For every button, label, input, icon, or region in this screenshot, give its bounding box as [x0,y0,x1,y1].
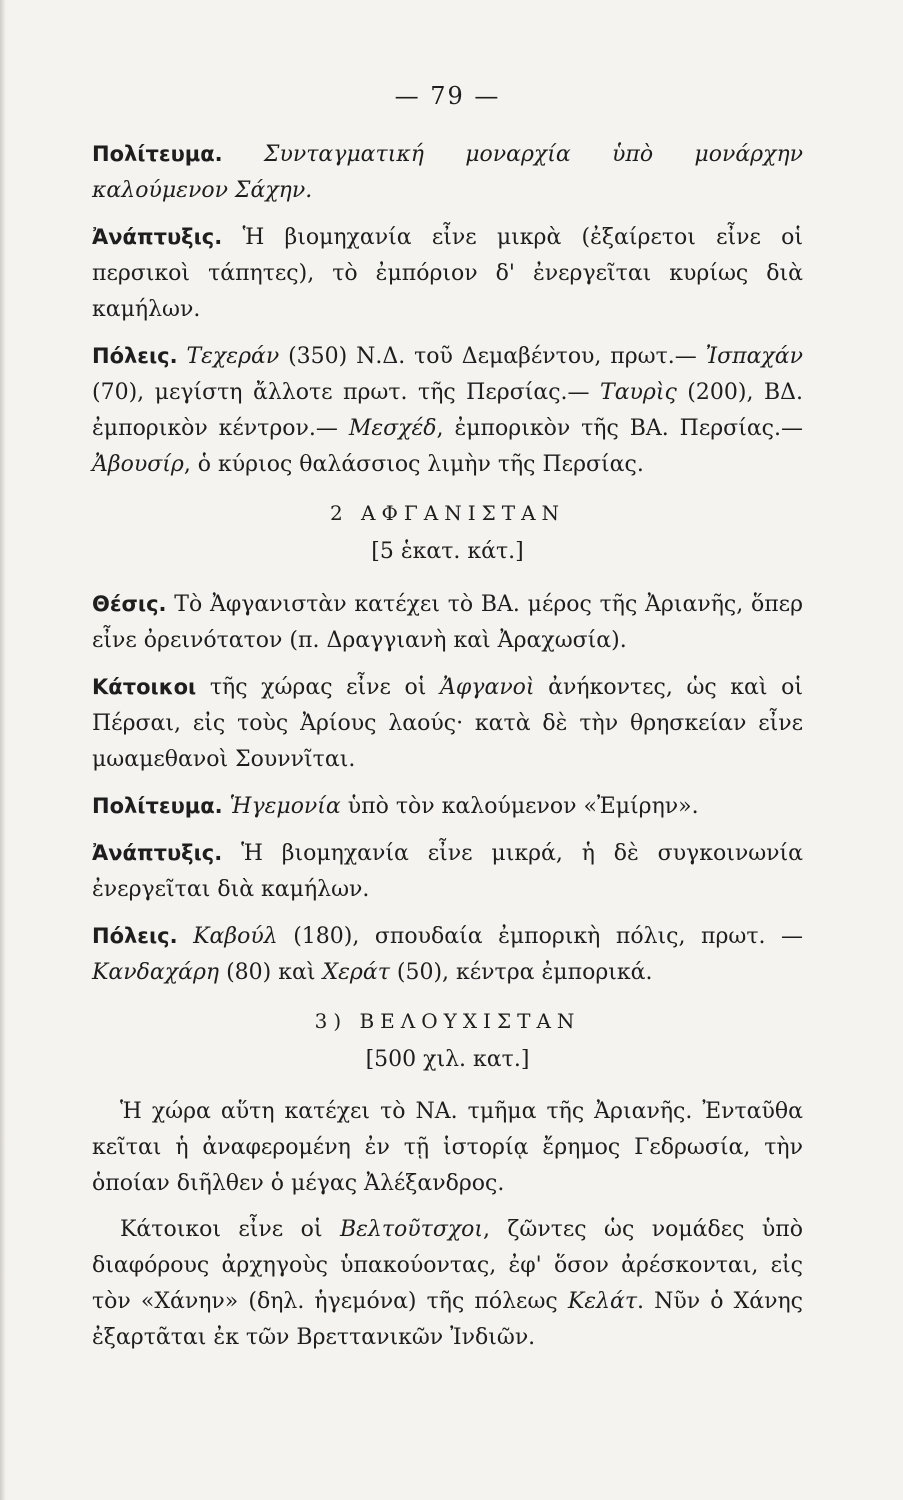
city-text: (180), σπουδαία ἐμπορικὴ πόλις, πρωτ. — [277,924,803,949]
section-area-baluchistan: [500 χιλ. κατ.] [365,1047,530,1072]
paragraph-politevma-afghanistan [92,788,803,825]
page-number: — 79 — [394,82,501,110]
city-name: Ἀβουσίρ [92,452,184,477]
city-name: Ταυρὶς [600,380,677,405]
section-title-afghanistan: 2 ΑΦΓΑΝΙΣΤΑΝ [329,501,566,525]
city-text: , ἐμπορικὸν τῆς ΒΑ. Περσίας.— [436,416,803,441]
heading-politevma: Πολίτευμα. [92,142,223,166]
section-title-baluchistan: 3) ΒΕΛΟΥΧΙΣΤΑΝ [314,1009,581,1033]
heading-politevma: Πολίτευμα. [92,794,223,818]
paragraph-katoikoi [92,669,803,778]
city-text: , ὁ κύριος θαλάσσιος λιμὴν τῆς Περσίας. [183,452,644,477]
katoikoi-text: τῆς χώρας εἶνε οἱ [196,675,441,700]
section-area-afghanistan: [5 ἑκατ. κάτ.] [371,539,524,564]
text: Κάτοικοι εἶνε οἱ [120,1217,340,1242]
paragraph-politevma-persia [92,136,803,209]
politevma-type: Ἡγεμονία [229,794,341,819]
heading-poleis: Πόλεις. [92,344,178,368]
text-politevma: Συνταγματική μοναρχία ὑπὸ μονάρχην καλούμενον Σάχην. [92,142,803,203]
city-name: Κανδαχάρη [92,960,220,985]
paragraph-poleis-afghanistan [92,918,803,991]
text-anaptyxis: Ἡ βιομηχανία εἶνε μικρά, ἡ δὲ συγκοινωνία ἐνεργεῖται διὰ καμήλων. [92,841,804,902]
city-text: (50), κέντρα ἐμπορικά. [389,960,653,985]
people-name: Βελτοῦτσχοι [339,1217,484,1242]
people-name: Ἀφγανοὶ [440,675,535,700]
paragraph-poleis-persia [92,338,803,483]
city-name: Ἰσπαχάν [705,344,803,369]
city-name: Χεράτ [322,960,390,985]
city-name: Καβούλ [193,924,278,949]
heading-anaptyxis: Ἀνάπτυξις. [92,841,223,865]
city-text: (200), ΒΔ. ἐμπορικὸν κέντρον.— [92,380,803,441]
text-anaptyxis: Ἡ βιομηχανία εἶνε μικρὰ (ἐξαίρετοι εἶνε οἱ περσικοὶ τάπητες), τὸ ἐμπόριον δ' ἐνεργεῖται κυρίως διὰ καμήλων. [92,225,804,322]
city-name: Τεχεράν [186,344,280,369]
city-name: Μεσχέδ [348,416,437,441]
text: , ζῶντες ὡς νομάδες ὑπὸ διαφόρους ἀρχηγοὺς ὑπακούοντας, ἐφ' ὅσον ἀρέσκονται, εἰς τὸν «Χάνην» (δηλ. ἡγεμόνα) τῆς πόλεως [92,1217,803,1314]
katoikoi-text: ἀνήκοντες, ὡς καὶ οἱ Πέρσαι, εἰς τοὺς Ἀρίους λαούς· κατὰ δὲ τὴν θρησκείαν εἶνε μωαμεθανοὶ Σουννῖται. [92,675,804,772]
page-edge-shadow [0,0,6,1500]
paragraph-baluchistan-2 [92,1212,803,1356]
heading-katoikoi: Κάτοικοι [92,675,197,699]
text: . Νῦν ὁ Χάνης ἐξαρτᾶται ἐκ τῶν Βρεττανικῶν Ἰνδιῶν. [92,1289,803,1350]
politevma-text: ὑπὸ τὸν καλούμενον «Ἐμίρην». [340,794,699,819]
city-text: (70), μεγίστη ἄλλοτε πρωτ. τῆς Περσίας.— [92,380,601,405]
text-thesis: Τὸ Ἀφγανιστὰν κατέχει τὸ ΒΑ. μέρος τῆς Ἀριανῆς, ὅπερ εἶνε ὀρεινότατον (π. Δραγγιανὴ καὶ Ἀραχωσία). [92,592,804,653]
paragraph-baluchistan-1: Ἡ χώρα αὕτη κατέχει τὸ ΝΑ. τμῆμα τῆς Ἀριανῆς. Ἐνταῦθα κεῖται ἡ ἀναφερομένη ἐν τῇ ἱστορίᾳ ἔρημος Γεδρωσία, τὴν ὁποίαν διῆλθεν ὁ μέγας Ἀλέξανδρος. [92,1099,803,1196]
city-text: (350) Ν.Δ. τοῦ Δεμαβέντου, πρωτ.— [279,344,706,369]
paragraph-anaptyxis-afghanistan [92,835,803,908]
heading-anaptyxis: Ἀνάπτυξις. [92,225,223,249]
paragraph-thesis [92,586,803,659]
city-text: (80) καὶ [219,960,323,985]
heading-thesis: Θέσις. [92,592,167,616]
paragraph-anaptyxis-persia [92,219,803,328]
heading-poleis: Πόλεις. [92,924,178,948]
city-name: Κελάτ [567,1289,638,1314]
